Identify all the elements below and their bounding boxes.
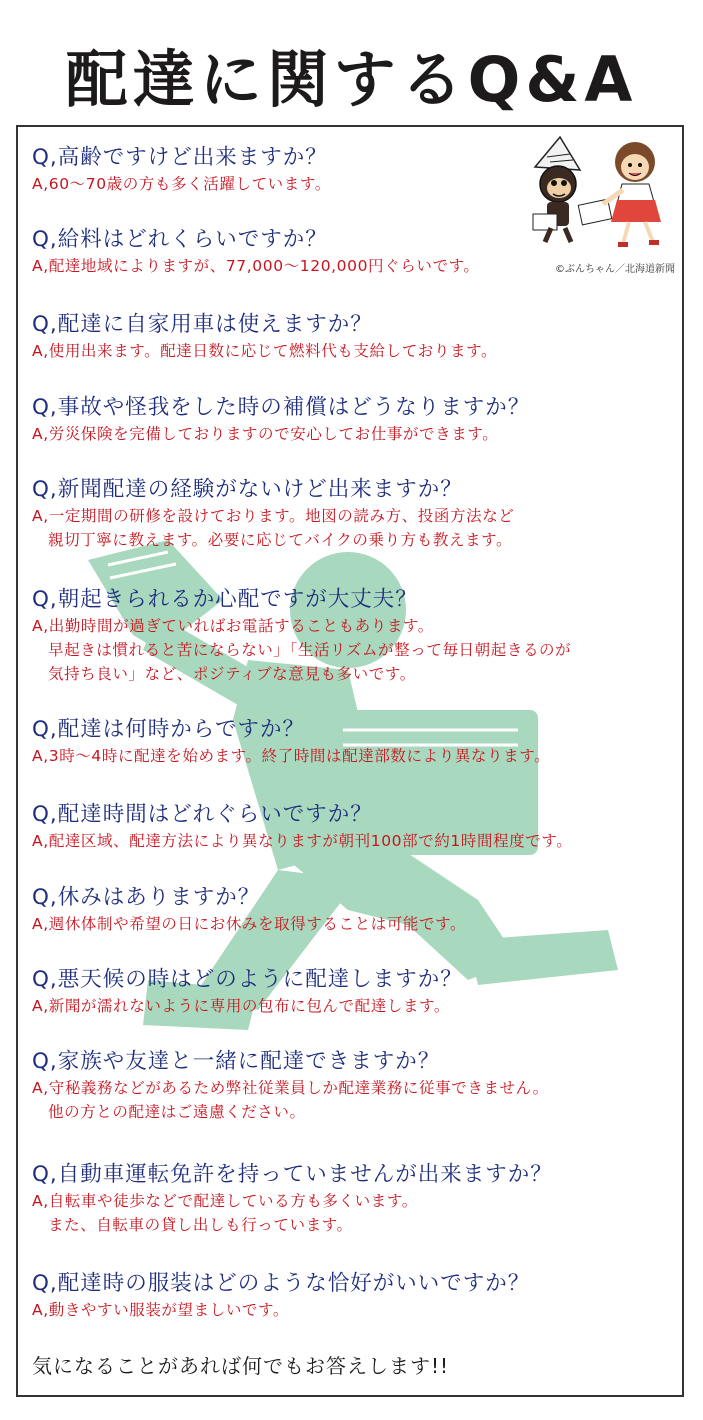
qa-item [32,144,331,196]
qa-item [32,394,530,446]
answer-line: A,週休体制や希望の日にお休みを取得することは可能です。 [32,915,467,933]
question-text: Q,事故や怪我をした時の補償はどうなりますか？ [32,395,531,420]
mascot-illustration [525,132,675,282]
answer-line: 気持ち良い」など、ポジティブな意見も多いです。 [48,665,416,683]
question-text: Q,配達は何時からですか？ [32,717,306,742]
question-text: Q,配達時の服装はどのような恰好がいいですか？ [32,1271,531,1296]
answer-line: A,3時〜4時に配達を始めます。終了時間は配達部数により異なります。 [32,747,551,765]
answer-line: A,配達地域によりますが、77,000〜120,000円ぐらいです。 [32,257,480,275]
question-text: Q,自動車運転免許を持っていませんが出来ますか？ [32,1162,553,1187]
answer-line: A,一定期間の研修を設けております。地図の読み方、投函方法など [32,507,515,525]
answer-line: A,守秘義務などがあるため弊社従業員しか配達業務に従事できません。 [32,1079,549,1097]
answer-text [32,912,466,936]
qa-item [32,476,514,552]
answer-line: A,60〜70歳の方も多く活躍しています。 [32,175,331,193]
illustration-credit: ©ぶんちゃん／北海道新聞 [555,264,675,275]
qa-item [32,1161,553,1237]
question-text: Q,高齢ですけど出来ますか？ [32,145,328,170]
answer-line: A,動きやすい服装が望ましいです。 [32,1301,289,1319]
answer-line: A,自転車や徒歩などで配達している方も多くいます。 [32,1192,418,1210]
answer-text [32,422,530,446]
mascot-characters-icon [525,132,675,257]
page-title: 配達に関するQ&A [65,43,638,116]
answer-line: 親切丁寧に教えます。必要に応じてバイクの乗り方も教えます。 [48,531,513,549]
answer-text [32,254,480,278]
question-text: Q,配達時間はどれぐらいですか？ [32,802,373,827]
qa-item [32,716,550,768]
question-text: Q,悪天候の時はどのように配達しますか？ [32,967,463,992]
answer-text [32,614,571,686]
answer-text [32,504,514,552]
answer-line: また、自転車の貸し出しも行っています。 [48,1216,353,1234]
answer-text [32,339,497,363]
qa-item [32,1048,549,1124]
qa-item [32,586,571,686]
answer-text [32,172,331,196]
answer-line: A,出勤時間が過ぎていればお電話することもあります。 [32,617,434,635]
closing-message: 気になることがあれば何でもお答えします!! [32,1354,450,1378]
answer-text [32,1298,530,1322]
question-text: Q,給料はどれくらいですか？ [32,227,328,252]
qa-item [32,311,497,363]
question-text: Q,休みはありますか？ [32,885,261,910]
answer-line: A,配達区域、配達方法により異なりますが朝刊100部で約1時間程度です。 [32,832,573,850]
answer-text [32,1076,549,1124]
question-text: Q,家族や友達と一緒に配達できますか？ [32,1049,441,1074]
question-text: Q,朝起きられるか心配ですが大丈夫？ [32,587,418,612]
question-text: Q,新聞配達の経験がないけど出来ますか？ [32,477,463,502]
qa-item [32,226,480,278]
question-text: Q,配達に自家用車は使えますか？ [32,312,373,337]
qa-item [32,801,572,853]
answer-line: 他の方との配達はご遠慮ください。 [48,1103,306,1121]
answer-line: A,労災保険を完備しておりますので安心してお仕事ができます。 [32,425,499,443]
answer-text [32,744,550,768]
answer-text [32,829,572,853]
qa-item [32,966,463,1018]
answer-text [32,994,463,1018]
answer-line: 早起きは慣れると苦にならない」「生活リズムが整って毎日朝起きるのが [48,641,572,659]
qa-item [32,1270,530,1322]
answer-line: A,新聞が濡れないように専用の包布に包んで配達します。 [32,997,450,1015]
answer-line: A,使用出来ます。配達日数に応じて燃料代も支給しております。 [32,342,498,360]
answer-text [32,1189,553,1237]
qa-item [32,884,466,936]
